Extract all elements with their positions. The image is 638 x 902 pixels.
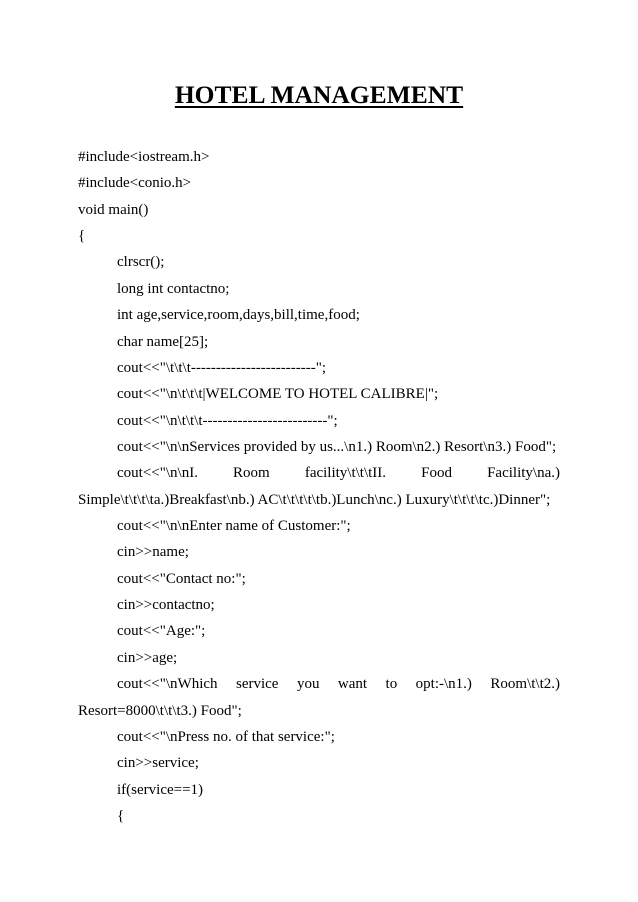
code-line: cout<<"\nWhich service you want to opt:-\n1.) Room\t\t2.) xyxy=(117,676,560,693)
code-line: { xyxy=(117,807,125,824)
code-line: char name[25]; xyxy=(117,333,209,350)
code-line: cin>>name; xyxy=(117,544,189,561)
code-line: Simple\t\t\t\ta.)Breakfast\nb.) AC\t\t\t\t\tb.)Lunch\nc.) Luxury\t\t\t\tc.)Dinner"; xyxy=(78,491,551,508)
code-line: Resort=8000\t\t\t3.) Food"; xyxy=(78,702,242,719)
code-line: cout<<"\n\nEnter name of Customer:"; xyxy=(117,518,351,535)
code-line: cin>>service; xyxy=(117,755,199,772)
code-line: cout<<"Age:"; xyxy=(117,623,206,640)
code-line: cin>>age; xyxy=(117,649,178,666)
code-line: cout<<"\n\t\t\t-------------------------"; xyxy=(117,412,338,429)
code-line: long int contactno; xyxy=(117,280,230,297)
page-title: HOTEL MANAGEMENT xyxy=(174,80,464,109)
code-line: #include<iostream.h> xyxy=(78,149,210,165)
code-line: cout<<"\n\nI. Room facility\t\t\tII. Food Facility\na.) xyxy=(117,465,560,482)
code-line: cout<<"\t\t\t-------------------------"; xyxy=(117,359,327,376)
code-line: cout<<"Contact no:"; xyxy=(117,570,246,587)
code-line: { xyxy=(78,228,86,245)
code-line: cin>>contactno; xyxy=(117,597,215,614)
code-line: if(service==1) xyxy=(117,781,204,798)
code-line: cout<<"\n\t\t\t|WELCOME TO HOTEL CALIBRE|"; xyxy=(117,386,439,403)
code-line: int age,service,room,days,bill,time,food; xyxy=(117,307,360,324)
code-line: cout<<"\nPress no. of that service:"; xyxy=(117,728,335,745)
code-listing xyxy=(78,144,560,829)
code-line: cout<<"\n\nServices provided by us...\n1.) Room\n2.) Resort\n3.) Food"; xyxy=(117,438,557,455)
code-line: #include<conio.h> xyxy=(78,175,192,192)
code-line: clrscr(); xyxy=(117,254,165,271)
code-line: void main() xyxy=(78,201,149,218)
